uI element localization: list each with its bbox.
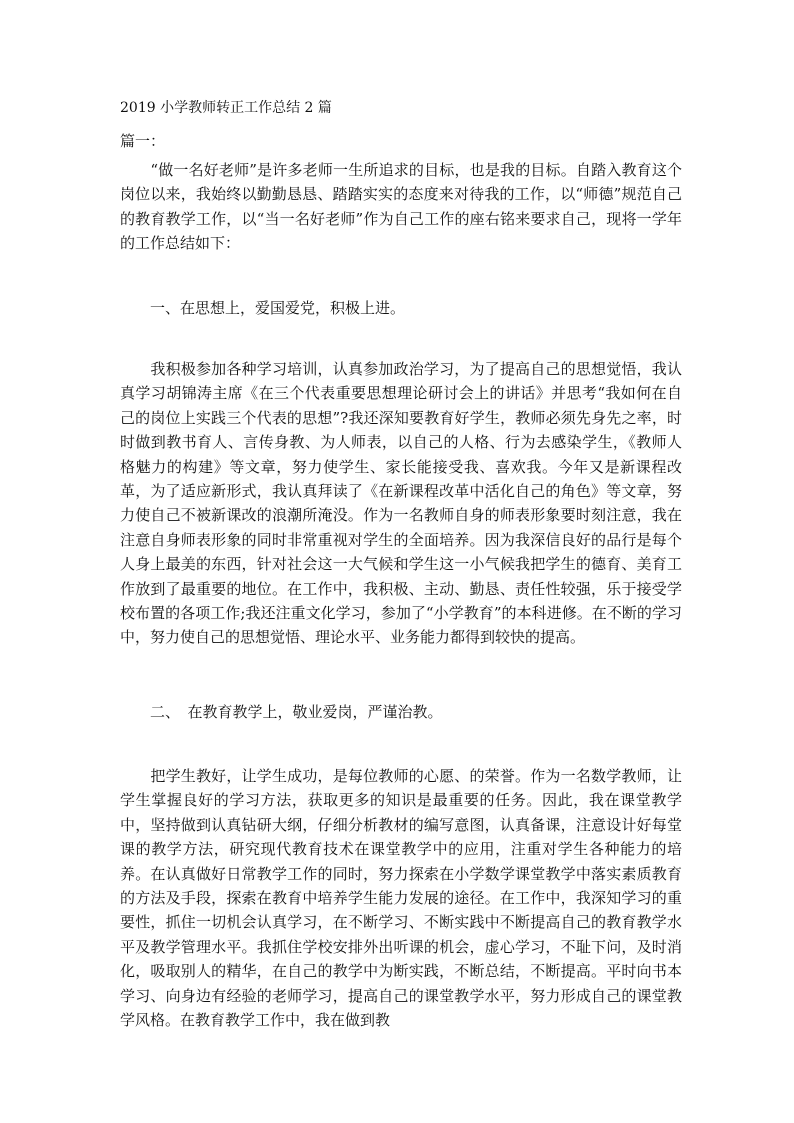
document-title: 2019 小学教师转正工作总结 2 篇 [120,100,332,116]
section-2-paragraph: 把学生教好，让学生成功，是每位教师的心愿、的荣誉。作为一名数学教师，让学生掌握良好的学习方法，获取更多的知识是最重要的任务。因此，我在课堂教学中，坚持做到认真钻研大纲，仔细分析教材的编写意图，认真备课，注意设计好每堂课的教学方法，研究现代教育技术在课堂教学中的应用，注重对学生各种能力的培养。在认真做好日常教学工作的同时，努力探索在小学数学课堂教学中落实素质教育的方法及手段，探索在教育中培养学生能力发展的途径。在工作中，我深知学习的重要性，抓住一切机会认真学习，在不断学习、不断实践中不断提高自己的教育教学水平及教学管理水平。我抓住学校安排外出听课的机会，虚心学习，不耻下问，及时消化，吸取别人的精华，在自己的教学中为断实践，不断总结，不断提高。平时向书本学习、向身边有经验的老师学习，提高自己的课堂教学水平，努力形成自己的课堂教学风格。在教育教学工作中，我在做到教 [120,767,682,1030]
section-1-heading: 一、在思想上，爱国爱党，积极上进。 [150,299,406,317]
part-label: 篇一： [120,132,166,150]
section-1-paragraph: 我积极参加各种学习培训，认真参加政治学习，为了提高自己的思想觉悟，我认真学习胡锦涛主席《在三个代表重要思想理论研讨会上的讲话》并思考“我如何在自己的岗位上实践三个代表的思想”?我还深知要教育好学生，教师必须先身先之率，时时做到教书育人、言传身教、为人师表，以自己的人格、行为去感染学生，《教师人格魅力的构建》等文章，努力使学生、家长能接受我、喜欢我。今年又是新课程改革，为了适应新形式，我认真拜读了《在新课程改革中活化自己的角色》等文章，努力使自己不被新课改的浪潮所淹没。作为一名教师自身的师表形象要时刻注意，我在注意自身师表形象的同时非常重视对学生的全面培养。因为我深信良好的品行是每个人身上最美的东西，针对社会这一大气候和学生这一小气候我把学生的德育、美育工作放到了最重要的地位。在工作中，我积极、主动、勤恳、责任性较强，乐于接受学校布置的各项工作;我还注重文化学习，参加了“小学教育”的本科进修。在不断的学习中，努力使自己的思想觉悟、理论水平、业务能力都得到较快的提高。 [120,360,682,647]
intro-paragraph: “做一名好老师”是许多老师一生所追求的目标，也是我的目标。自踏入教育这个岗位以来，我始终以勤勤恳恳、踏踏实实的态度来对待我的工作，以“师德”规范自己的教育教学工作，以“当一名好老师”作为自己工作的座右铭来要求自己，现将一学年的工作总结如下： [120,161,682,253]
section-2-heading: 二、 在教育教学上，敬业爱岗，严谨治教。 [150,703,443,721]
